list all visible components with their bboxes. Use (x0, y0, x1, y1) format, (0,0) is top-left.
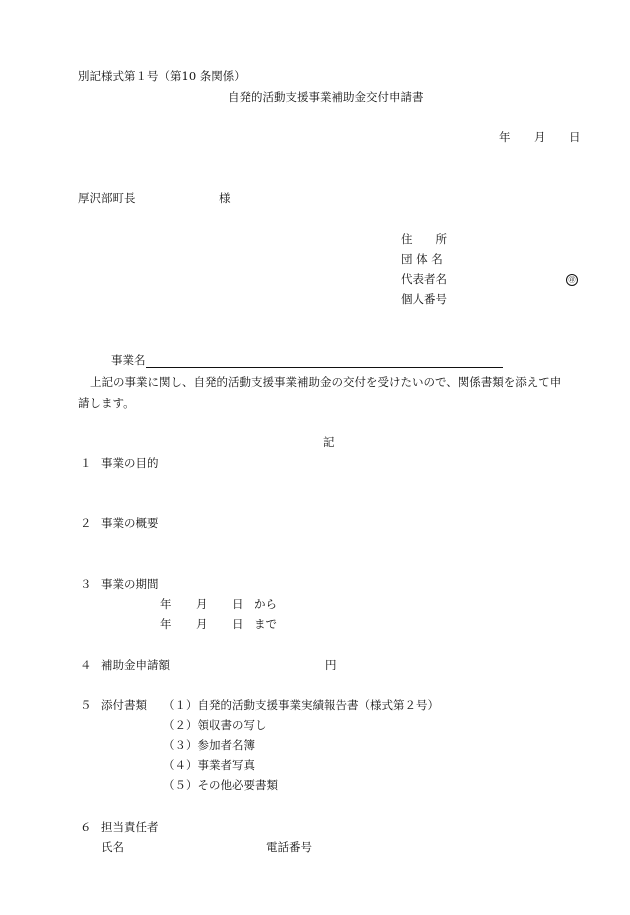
item-4-number: ４ (80, 658, 92, 672)
applicant-address-label: 住 所 (401, 232, 447, 246)
period-from-month: 月 (196, 597, 208, 611)
attachment-item: （３）参加者名簿 (163, 738, 255, 752)
item-3-label: 事業の期間 (101, 577, 159, 591)
date-year: 年 (499, 130, 511, 144)
attachment-item: （４）事業者写真 (163, 758, 255, 772)
applicant-personal-number-label: 個人番号 (401, 292, 447, 306)
seal-mark-icon: ㊞ (566, 274, 578, 286)
form-id: 別記様式第１号（第10 条関係） (78, 69, 246, 83)
project-name-label: 事業名 (111, 353, 146, 367)
ki-heading: 記 (323, 435, 335, 449)
item-6-label: 担当責任者 (101, 820, 159, 834)
applicant-representative-label: 代表者名 (401, 272, 447, 286)
applicant-org-label: 団 体 名 (401, 252, 443, 266)
item-1-number: １ (80, 456, 92, 470)
period-to-label: まで (254, 617, 277, 631)
item-4-label: 補助金申請額 (101, 658, 170, 672)
item-2-number: ２ (80, 516, 92, 530)
item-1-label: 事業の目的 (101, 456, 159, 470)
period-from-year: 年 (160, 597, 172, 611)
amount-unit: 円 (325, 658, 337, 672)
period-to-day: 日 (232, 617, 244, 631)
attachment-item: （５）その他必要書類 (163, 778, 278, 792)
statement-line-1: 上記の事業に関し、自発的活動支援事業補助金の交付を受けたいので、関係書類を添えて申 (90, 375, 562, 389)
period-to-month: 月 (196, 617, 208, 631)
item-6-number: ６ (80, 820, 92, 834)
item-5-number: ５ (80, 698, 92, 712)
contact-name-label: 氏名 (101, 840, 124, 854)
period-from-day: 日 (232, 597, 244, 611)
period-from-label: から (254, 597, 277, 611)
project-name-underline (146, 367, 503, 368)
item-2-label: 事業の概要 (101, 516, 159, 530)
item-3-number: ３ (80, 577, 92, 591)
statement-line-2: 請します。 (78, 396, 135, 410)
date-day: 日 (569, 130, 581, 144)
attachment-item: （２）領収書の写し (163, 718, 267, 732)
attachment-item: （１）自発的活動支援事業実績報告書（様式第２号） (163, 698, 439, 712)
contact-phone-label: 電話番号 (266, 840, 312, 854)
addressee-honorific: 様 (219, 191, 231, 205)
addressee-name: 厚沢部町長 (78, 191, 136, 205)
period-to-year: 年 (160, 617, 172, 631)
date-month: 月 (534, 130, 546, 144)
item-5-label: 添付書類 (101, 698, 147, 712)
page-title: 自発的活動支援事業補助金交付申請書 (228, 90, 424, 104)
